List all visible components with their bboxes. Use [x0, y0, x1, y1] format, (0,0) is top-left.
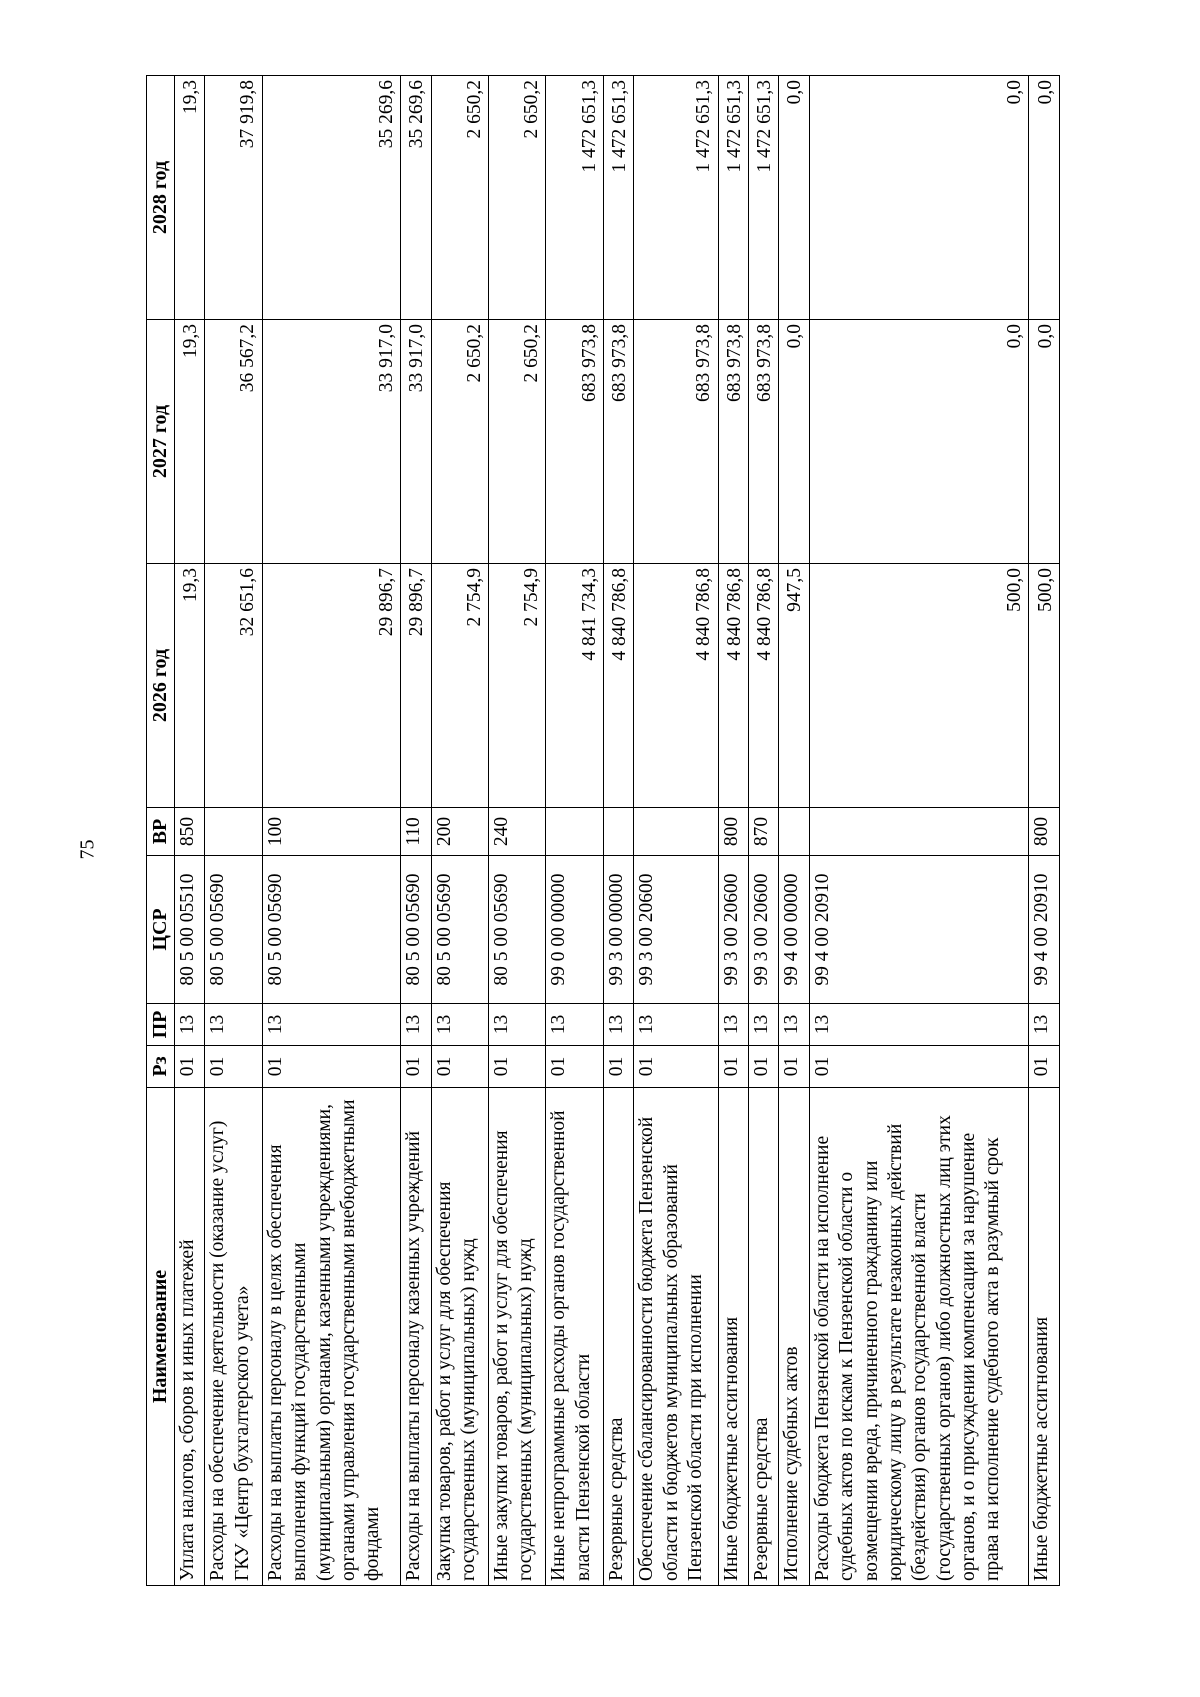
cell-rz: 01: [1029, 1046, 1060, 1088]
cell-vr: 800: [718, 808, 748, 856]
cell-csr: 99 3 00 20600: [718, 856, 748, 1004]
table-row: [489, 76, 546, 1586]
cell-2027: 33 917,0: [262, 320, 401, 564]
cell-2027: 683 973,8: [603, 320, 633, 564]
header-name: Наименование: [147, 1088, 175, 1586]
cell-name: Резервные средства: [603, 1088, 633, 1586]
table-row: [431, 76, 488, 1586]
header-2027: 2027 год: [147, 320, 175, 564]
cell-pr: 13: [603, 1004, 633, 1046]
cell-pr: 13: [749, 1004, 779, 1046]
cell-name: Иные бюджетные ассигнования: [1029, 1088, 1060, 1586]
cell-2027: 683 973,8: [749, 320, 779, 564]
budget-table-container: [146, 75, 1060, 1586]
cell-vr: [779, 808, 809, 856]
cell-vr: [634, 808, 718, 856]
cell-2027: 0,0: [809, 320, 1029, 564]
cell-rz: 01: [718, 1046, 748, 1088]
cell-2027: 0,0: [779, 320, 809, 564]
cell-2027: 683 973,8: [718, 320, 748, 564]
cell-name: Расходы на выплаты персоналу казенных учреждений: [401, 1088, 431, 1586]
budget-table: [146, 75, 1060, 1586]
header-pr: ПР: [147, 1004, 175, 1046]
cell-rz: 01: [205, 1046, 262, 1088]
cell-2028: 2 650,2: [431, 76, 488, 320]
table-row: [718, 76, 748, 1586]
cell-pr: 13: [546, 1004, 603, 1046]
cell-csr: 99 4 00 00000: [779, 856, 809, 1004]
cell-rz: 01: [809, 1046, 1029, 1088]
cell-pr: 13: [175, 1004, 205, 1046]
cell-2026: 19,3: [175, 564, 205, 808]
cell-vr: 800: [1029, 808, 1060, 856]
cell-vr: [546, 808, 603, 856]
cell-2028: 0,0: [1029, 76, 1060, 320]
cell-2026: 29 896,7: [401, 564, 431, 808]
cell-2028: 0,0: [779, 76, 809, 320]
cell-2026: 4 840 786,8: [749, 564, 779, 808]
header-vr: ВР: [147, 808, 175, 856]
cell-2028: 19,3: [175, 76, 205, 320]
cell-rz: 01: [262, 1046, 401, 1088]
cell-vr: [603, 808, 633, 856]
cell-2027: 683 973,8: [634, 320, 718, 564]
cell-rz: 01: [489, 1046, 546, 1088]
cell-2026: 2 754,9: [431, 564, 488, 808]
cell-pr: 13: [489, 1004, 546, 1046]
cell-vr: 870: [749, 808, 779, 856]
cell-2028: 0,0: [809, 76, 1029, 320]
cell-2026: 947,5: [779, 564, 809, 808]
cell-rz: 01: [431, 1046, 488, 1088]
cell-csr: 80 5 00 05510: [175, 856, 205, 1004]
cell-pr: 13: [205, 1004, 262, 1046]
cell-rz: 01: [546, 1046, 603, 1088]
cell-vr: 100: [262, 808, 401, 856]
cell-2028: 1 472 651,3: [749, 76, 779, 320]
cell-2027: 36 567,2: [205, 320, 262, 564]
cell-pr: 13: [262, 1004, 401, 1046]
table-body: [175, 76, 1060, 1586]
cell-vr: 110: [401, 808, 431, 856]
table-row: [634, 76, 718, 1586]
table-row: [546, 76, 603, 1586]
cell-csr: 80 5 00 05690: [205, 856, 262, 1004]
header-rz: Рз: [147, 1046, 175, 1088]
cell-pr: 13: [431, 1004, 488, 1046]
cell-csr: 99 0 00 00000: [546, 856, 603, 1004]
table-row: [262, 76, 401, 1586]
cell-rz: 01: [401, 1046, 431, 1088]
table-row: [749, 76, 779, 1586]
cell-rz: 01: [779, 1046, 809, 1088]
cell-csr: 99 3 00 20600: [749, 856, 779, 1004]
cell-name: Иные непрограммные расходы органов государственной власти Пензенской области: [546, 1088, 603, 1586]
cell-rz: 01: [749, 1046, 779, 1088]
cell-name: Закупка товаров, работ и услуг для обеспечения государственных (муниципальных) нужд: [431, 1088, 488, 1586]
cell-csr: 80 5 00 05690: [431, 856, 488, 1004]
cell-rz: 01: [175, 1046, 205, 1088]
cell-pr: 13: [1029, 1004, 1060, 1046]
cell-vr: 200: [431, 808, 488, 856]
cell-csr: 99 4 00 20910: [1029, 856, 1060, 1004]
page-number: 75: [76, 839, 99, 860]
cell-2026: 2 754,9: [489, 564, 546, 808]
cell-name: Обеспечение сбалансированности бюджета Пензенской области и бюджетов муниципальных образований Пензенской области при исполнении: [634, 1088, 718, 1586]
cell-vr: [809, 808, 1029, 856]
cell-name: Уплата налогов, сборов и иных платежей: [175, 1088, 205, 1586]
cell-name: Резервные средства: [749, 1088, 779, 1586]
cell-name: Иные бюджетные ассигнования: [718, 1088, 748, 1586]
cell-2028: 1 472 651,3: [603, 76, 633, 320]
cell-2026: 29 896,7: [262, 564, 401, 808]
header-2028: 2028 год: [147, 76, 175, 320]
cell-rz: 01: [634, 1046, 718, 1088]
cell-2027: 33 917,0: [401, 320, 431, 564]
cell-csr: 80 5 00 05690: [401, 856, 431, 1004]
cell-2028: 1 472 651,3: [634, 76, 718, 320]
cell-2027: 0,0: [1029, 320, 1060, 564]
cell-2026: 4 841 734,3: [546, 564, 603, 808]
cell-name: Иные закупки товаров, работ и услуг для обеспечения государственных (муниципальных) нужд: [489, 1088, 546, 1586]
cell-2026: 500,0: [1029, 564, 1060, 808]
table-header-row: [147, 76, 175, 1586]
cell-2026: 4 840 786,8: [718, 564, 748, 808]
table-row: [1029, 76, 1060, 1586]
cell-2028: 1 472 651,3: [546, 76, 603, 320]
cell-name: Расходы на обеспечение деятельности (оказание услуг) ГКУ «Центр бухгалтерского учета»: [205, 1088, 262, 1586]
header-2026: 2026 год: [147, 564, 175, 808]
cell-csr: 99 3 00 20600: [634, 856, 718, 1004]
cell-2028: 35 269,6: [401, 76, 431, 320]
cell-2028: 37 919,8: [205, 76, 262, 320]
cell-csr: 99 3 00 00000: [603, 856, 633, 1004]
cell-2027: 683 973,8: [546, 320, 603, 564]
table-row: [175, 76, 205, 1586]
cell-pr: 13: [779, 1004, 809, 1046]
cell-2027: 19,3: [175, 320, 205, 564]
cell-2028: 1 472 651,3: [718, 76, 748, 320]
cell-name: Расходы на выплаты персоналу в целях обеспечения выполнения функций государственными (муниципальными) органами, казенными учреждениями, органами управления государственными внебюджетными фондами: [262, 1088, 401, 1586]
cell-pr: 13: [634, 1004, 718, 1046]
cell-2027: 2 650,2: [489, 320, 546, 564]
table-row: [809, 76, 1029, 1586]
cell-2026: 4 840 786,8: [603, 564, 633, 808]
cell-2026: 500,0: [809, 564, 1029, 808]
cell-rz: 01: [603, 1046, 633, 1088]
cell-csr: 80 5 00 05690: [262, 856, 401, 1004]
cell-2027: 2 650,2: [431, 320, 488, 564]
table-row: [779, 76, 809, 1586]
cell-pr: 13: [809, 1004, 1029, 1046]
cell-pr: 13: [718, 1004, 748, 1046]
table-row: [205, 76, 262, 1586]
cell-2026: 4 840 786,8: [634, 564, 718, 808]
cell-csr: 80 5 00 05690: [489, 856, 546, 1004]
table-row: [401, 76, 431, 1586]
table-row: [603, 76, 633, 1586]
cell-vr: 240: [489, 808, 546, 856]
cell-pr: 13: [401, 1004, 431, 1046]
cell-2028: 2 650,2: [489, 76, 546, 320]
header-csr: ЦСР: [147, 856, 175, 1004]
cell-vr: 850: [175, 808, 205, 856]
cell-vr: [205, 808, 262, 856]
cell-name: Исполнение судебных актов: [779, 1088, 809, 1586]
cell-2028: 35 269,6: [262, 76, 401, 320]
cell-2026: 32 651,6: [205, 564, 262, 808]
cell-name: Расходы бюджета Пензенской области на исполнение судебных актов по искам к Пензенской области о возмещении вреда, причиненного гражданину или юридическому лицу в результате незаконных действий (бездействия) органов государственной власти (государственных органов) либо должностных лиц этих органов, и о присуждении компенсации за нарушение права на исполнение судебного акта в разумный срок: [809, 1088, 1029, 1586]
cell-csr: 99 4 00 20910: [809, 856, 1029, 1004]
